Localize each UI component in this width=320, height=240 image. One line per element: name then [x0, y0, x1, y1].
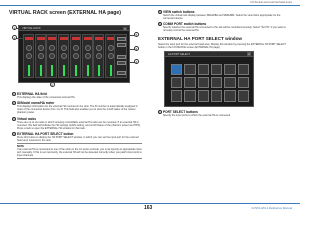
screen-title: VIRTUAL RACK — [22, 27, 41, 30]
port-select-cell — [171, 64, 182, 75]
port-select-cell — [238, 77, 249, 88]
note-box — [17, 143, 142, 159]
gain-knob — [49, 53, 55, 59]
item-number: 1 — [13, 93, 15, 97]
gain-knob — [85, 53, 91, 59]
description-item — [158, 110, 292, 117]
callout-4: 4 — [135, 60, 138, 64]
ha-meter — [87, 65, 89, 76]
item-number: 1 — [159, 110, 161, 114]
screen-title-bar — [165, 52, 253, 57]
port-select-cell — [238, 90, 249, 101]
item-number: 3 — [13, 117, 15, 121]
item-number: 6 — [159, 23, 161, 27]
rack-slot — [23, 34, 34, 78]
port-select-cell — [224, 90, 235, 101]
gain-knob — [38, 53, 44, 59]
ha-meter — [63, 65, 65, 76]
header-rule — [0, 5, 300, 6]
gain-knob — [26, 53, 32, 59]
port-select-cell — [171, 77, 182, 88]
port-select-cell — [198, 90, 209, 101]
screen-title-bar — [19, 26, 129, 31]
port-select-cell — [211, 77, 222, 88]
manual-name: CL5/CL3/CL1 Reference Manual — [251, 206, 292, 210]
right-description-column — [158, 10, 292, 119]
section-title: EXTERNAL HA PORT SELECT window — [158, 35, 242, 41]
callout-3: 3 — [51, 83, 53, 87]
port-select-cell — [184, 64, 195, 75]
item-body: Press this button to display the HA PORT SELECT window, in which you can set the input port for the external head amp mounted in the rack. — [17, 136, 139, 143]
port-select-cell — [198, 64, 209, 75]
ha-meter — [51, 65, 53, 76]
chapter-header: I/O devices and external head amps — [250, 1, 292, 4]
view-switch-panel — [114, 34, 127, 78]
page-number: 163 — [144, 204, 153, 211]
item-body: This displays information for the external HA mounted in the rack. The ID number is automatically assigned in order of the connected device from 1 to 8. This field also enables you to view the on/off status of the master phantom power. — [17, 105, 138, 115]
port-select-cell — [198, 77, 209, 88]
gain-knob — [49, 45, 55, 51]
phantom-indicator — [95, 37, 103, 40]
gain-knob — [61, 45, 67, 51]
port-select-cell — [224, 77, 235, 88]
description-item — [12, 117, 142, 130]
port-select-cell — [224, 64, 235, 75]
ha-meter — [28, 65, 30, 76]
callout-2: 2 — [13, 36, 16, 40]
description-item — [12, 132, 142, 159]
item-title: ID/Model name/HA meter — [16, 101, 55, 106]
port-select-cell — [238, 64, 249, 75]
rack-slot — [35, 34, 46, 78]
ha-meter — [110, 65, 112, 76]
item-title: Virtual racks — [16, 116, 37, 121]
page-title: VIRTUAL RACK screen (EXTERNAL HA page) — [9, 10, 122, 16]
gain-knob — [96, 45, 102, 51]
description-item — [158, 10, 292, 20]
rack-slot — [58, 34, 69, 78]
left-description-column — [12, 92, 142, 161]
port-select-grid — [171, 64, 249, 102]
comm-port-button — [117, 61, 126, 65]
item-number: 4 — [13, 133, 15, 137]
gain-knob — [73, 45, 79, 51]
virtual-rack-screen — [18, 25, 130, 83]
port-select-cell — [211, 90, 222, 101]
port-select-figure — [164, 51, 254, 107]
gain-knob — [108, 45, 114, 51]
callout-6: 6 — [135, 47, 138, 51]
port-select-button — [117, 71, 126, 75]
description-item — [158, 22, 292, 32]
phantom-indicator — [72, 37, 80, 40]
item-number: 5 — [159, 11, 161, 15]
note-text: If an external HA is connected to one of the slots on the CL series console, you must specify an appropriate input port manually. If this is set incorrectly, the external HA will not be detected correctly when you patch input ports to input channels. — [17, 148, 142, 158]
screen-title: HA PORT SELECT — [168, 52, 191, 56]
phantom-indicator — [84, 37, 92, 40]
port-select-cell — [211, 64, 222, 75]
phantom-indicator — [60, 37, 68, 40]
item-number: 2 — [13, 102, 15, 106]
port-select-cell — [184, 77, 195, 88]
comm-port-button — [117, 55, 126, 59]
port-select-cell — [171, 90, 182, 101]
phantom-indicator — [48, 37, 56, 40]
item-title: COMM PORT switch buttons — [162, 22, 207, 27]
close-icon: × — [124, 26, 126, 31]
section-description: Select the input port for the external head amp. Display this window by pressing the EXTERNAL HA PORT SELECT button in the I/O DEVICE screen (EXTERNAL HA page). — [158, 42, 287, 49]
description-item — [12, 92, 142, 99]
note-title: NOTE — [17, 145, 24, 148]
item-body: Switch the virtual rack display between SB1&SB2 and SB3&SB4. Select the view that's appropriate for the connected device. — [163, 14, 281, 21]
virtual-rack-figure — [12, 21, 140, 87]
item-body: There are up to six racks in which remotely controllable external HA units can be mounted. If an external HA is mounted, this field will indicate the HA settings (GAIN setting, and on/off status of the phantom power and HPF). Press a rack to open the EXTERNAL HA window for that rack. — [17, 120, 141, 130]
item-title: EXTERNAL HA PORT SELECT button — [16, 132, 74, 137]
rack-slot — [93, 34, 104, 78]
gain-knob — [108, 53, 114, 59]
gain-knob — [85, 45, 91, 51]
phantom-indicator — [37, 37, 45, 40]
gain-knob — [61, 53, 67, 59]
view-switch-button — [117, 37, 126, 41]
ha-meter — [75, 65, 77, 76]
phantom-indicator — [25, 37, 33, 40]
item-body: Specify whether the external HA connected to the slot will be controlled remotely. Select "SLOT1" if you want to remotely control the external HA. — [163, 26, 286, 33]
rack-slot — [46, 34, 57, 78]
close-icon: × — [248, 52, 250, 57]
rack-slot — [70, 34, 81, 78]
item-title: VIEW switch buttons — [162, 10, 195, 14]
view-switch-button — [117, 43, 126, 47]
ha-meter — [40, 65, 42, 76]
gain-knob — [26, 45, 32, 51]
callout-5: 5 — [135, 33, 138, 37]
item-title: EXTERNAL HA field — [16, 92, 47, 96]
gain-knob — [73, 53, 79, 59]
item-title: PORT SELECT buttons — [162, 109, 198, 114]
callout-1: 1 — [13, 26, 16, 30]
rack-slot — [82, 34, 93, 78]
port-select-cell — [184, 90, 195, 101]
description-item — [12, 101, 142, 114]
ha-meter — [98, 65, 100, 76]
item-body: This displays the state of the connected external HA. — [17, 96, 76, 99]
gain-knob — [96, 53, 102, 59]
gain-knob — [38, 45, 44, 51]
item-body: Specify the input ports to which the external HA is connected. — [163, 113, 231, 117]
